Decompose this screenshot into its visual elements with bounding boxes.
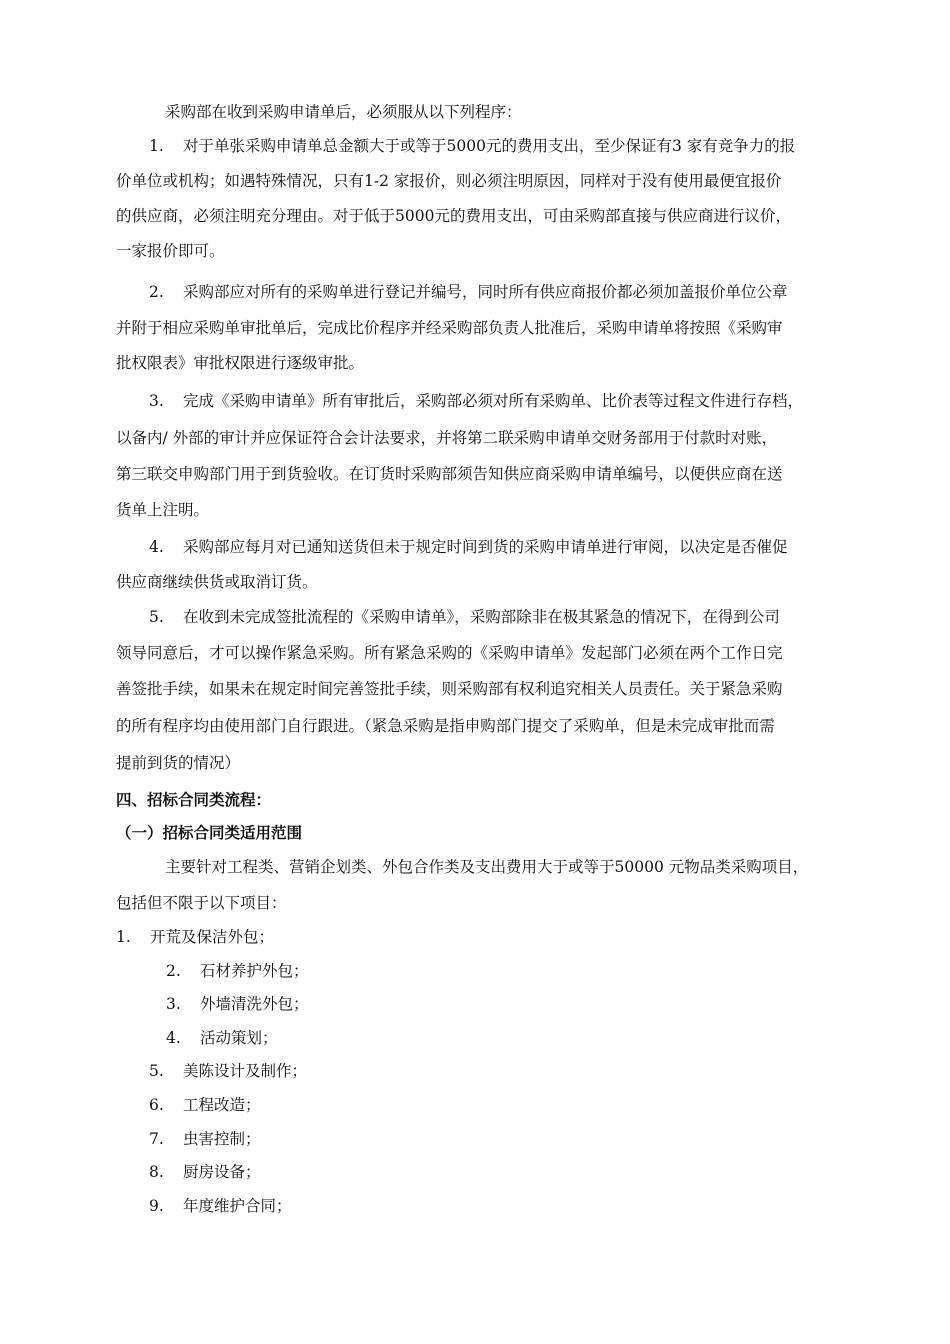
procedure-3-line-4: 货单上注明。 — [116, 501, 210, 519]
procedure-5-line-3: 善签批手续，如果未在规定时间完善签批手续，则采购部有权利追究相关人员责任。关于紧急采购 — [116, 680, 783, 698]
project-3-text: 外墙清洗外包； — [200, 995, 309, 1013]
project-7-number: 7. — [149, 1130, 164, 1148]
project-2-text: 石材养护外包； — [200, 962, 309, 980]
project-3-number: 3. — [166, 995, 181, 1013]
procedure-3-line-2: 以备内/ 外部的审计并应保证符合会计法要求，并将第二联采购申请单交财务部用于付款时对账， — [116, 429, 778, 447]
procedure-1-line-4: 一家报价即可。 — [116, 242, 225, 260]
procedure-4-line-1: 采购部应每月对已通知送货但未于规定时间到货的采购申请单进行审阅，以决定是否催促 — [183, 538, 788, 556]
procedure-2-line-1: 采购部应对所有的采购单进行登记并编号，同时所有供应商报价都必须加盖报价单位公章 — [183, 283, 788, 301]
project-2-number: 2. — [166, 962, 181, 980]
procedure-1-line-1: 对于单张采购申请单总金额大于或等于5000元的费用支出，至少保证有3 家有竞争力的报 — [183, 137, 796, 155]
project-6-text: 工程改造； — [183, 1096, 261, 1114]
procedure-4-line-2: 供应商继续供货或取消订货。 — [116, 573, 318, 591]
project-4-text: 活动策划； — [200, 1029, 278, 1047]
project-8-number: 8. — [149, 1163, 164, 1181]
procedure-1-number: 1. — [149, 137, 164, 155]
project-6-number: 6. — [149, 1096, 164, 1114]
procedure-1-line-3: 的供应商，必须注明充分理由。对于低于5000元的费用支出，可由采购部直接与供应商进行议价， — [116, 207, 791, 225]
procedure-3-line-1: 完成《采购申请单》所有审批后，采购部必须对所有采购单、比价表等过程文件进行存档， — [183, 392, 804, 410]
procedure-4-number: 4. — [149, 538, 164, 556]
procedure-5-line-1: 在收到未完成签批流程的《采购申请单》，采购部除非在极其紧急的情况下，在得到公司 — [183, 608, 780, 626]
project-4-number: 4. — [166, 1029, 181, 1047]
procedure-5-line-5: 提前到货的情况） — [116, 754, 241, 772]
project-5-text: 美陈设计及制作； — [183, 1062, 308, 1080]
procedure-3-line-3: 第三联交申购部门用于到货验收。在订货时采购部须告知供应商采购申请单编号，以便供应商在送 — [116, 465, 783, 483]
scope-line-2: 包括但不限于以下项目： — [116, 894, 287, 912]
project-1-text: 开荒及保洁外包； — [150, 928, 275, 946]
project-5-number: 5. — [149, 1062, 164, 1080]
procedure-5-number: 5. — [149, 608, 164, 626]
procedure-3-number: 3. — [149, 392, 164, 410]
project-7-text: 虫害控制； — [183, 1130, 261, 1148]
intro-line: 采购部在收到采购申请单后，必须服从以下列程序： — [165, 103, 522, 121]
section-4-subtitle: （一）招标合同类适用范围 — [116, 824, 303, 842]
project-8-text: 厨房设备； — [183, 1163, 261, 1181]
project-9-number: 9. — [149, 1197, 164, 1215]
procedure-2-line-2: 并附于相应采购单审批单后，完成比价程序并经采购部负责人批准后，采购申请单将按照《采购审 — [116, 319, 783, 337]
procedure-5-line-2: 领导同意后，才可以操作紧急采购。所有紧急采购的《采购申请单》发起部门必须在两个工作日完 — [116, 644, 783, 662]
procedure-2-line-3: 批权限表》审批权限进行逐级审批。 — [116, 354, 365, 372]
procedure-1-line-2: 价单位或机构；如遇特殊情况，只有1-2 家报价，则必须注明原因，同样对于没有使用最便宜报价 — [116, 172, 782, 190]
project-1-number: 1. — [116, 928, 131, 946]
procedure-5-line-4: 的所有程序均由使用部门自行跟进。（紧急采购是指申购部门提交了采购单，但是未完成审批而需 — [116, 717, 775, 735]
project-9-text: 年度维护合同； — [183, 1197, 292, 1215]
section-4-title: 四、招标合同类流程： — [116, 791, 272, 809]
procedure-2-number: 2. — [149, 283, 164, 301]
scope-line-1: 主要针对工程类、营销企划类、外包合作类及支出费用大于或等于50000 元物品类采购项目， — [165, 858, 809, 876]
